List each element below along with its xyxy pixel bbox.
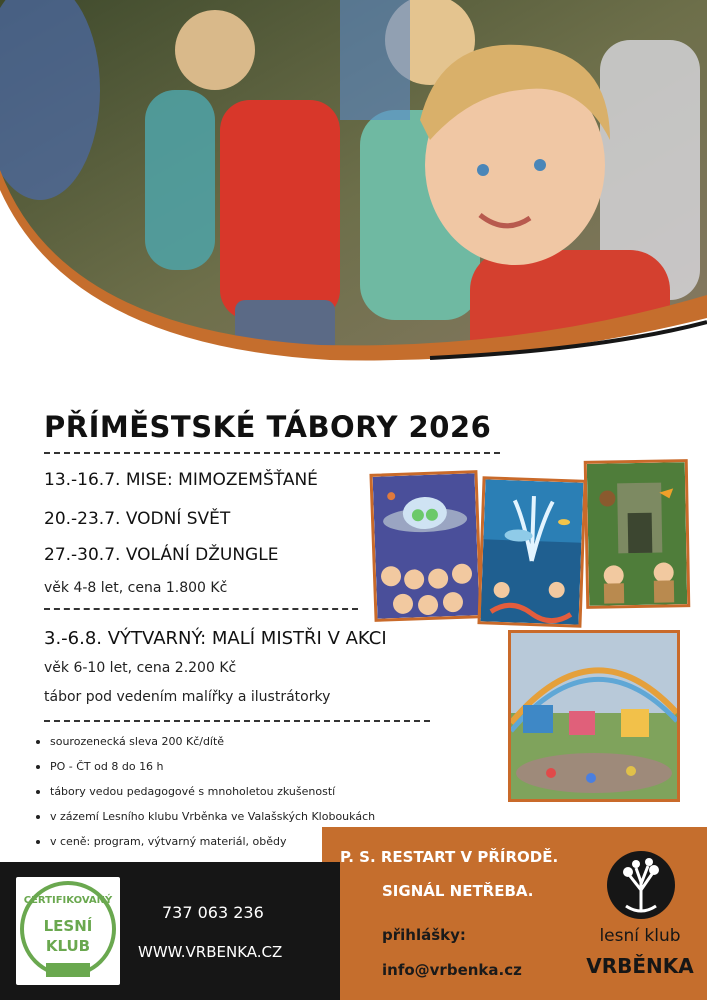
camp-item: 3.-6.8. VÝTVARNÝ: MALÍ MISTŘI V AKCI xyxy=(44,628,387,649)
tree-in-hand-icon xyxy=(606,850,676,920)
badge-text: KLUB xyxy=(45,937,91,955)
list-item: v zázemí Lesního klubu Vrběnka ve Valašských Kloboukách xyxy=(36,809,375,834)
ps-text: SIGNÁL NETŘEBA. xyxy=(382,882,534,900)
camp-item: 27.-30.7. VOLÁNÍ DŽUNGLE xyxy=(44,545,279,565)
camp-item: 13.-16.7. MISE: MIMOZEMŠŤANÉ xyxy=(44,470,318,490)
water-illustration xyxy=(477,476,586,628)
camp-note: tábor pod vedením malířky a ilustrátorky xyxy=(44,689,331,705)
logo-line1: lesní klub xyxy=(599,926,681,946)
ps-text: P. S. RESTART V PŘÍRODĚ. xyxy=(340,848,559,866)
website-link[interactable]: WWW.VRBENKA.CZ xyxy=(138,943,283,961)
camp-info: věk 6-10 let, cena 2.200 Kč xyxy=(44,660,237,676)
hero-photo xyxy=(0,0,707,400)
badge-text: CERTIFIKOVANÝ xyxy=(23,895,113,906)
art-illustration xyxy=(508,630,680,802)
alien-illustration xyxy=(369,470,482,622)
email-link[interactable]: info@vrbenka.cz xyxy=(382,961,522,979)
badge-text: LESNÍ xyxy=(43,917,93,935)
list-item: PO - ČT od 8 do 16 h xyxy=(36,759,375,784)
divider xyxy=(44,608,358,610)
list-item: v ceně: program, výtvarný materiál, obědy xyxy=(36,834,375,859)
certified-club-badge xyxy=(16,877,120,985)
jungle-illustration xyxy=(584,459,691,609)
camp-item: 20.-23.7. VODNÍ SVĚT xyxy=(44,509,231,529)
phone-number[interactable]: 737 063 236 xyxy=(162,903,264,922)
page-title: PŘÍMĚSTSKÉ TÁBORY 2026 xyxy=(44,410,492,444)
divider xyxy=(44,720,430,722)
list-item: tábory vedou pedagogové s mnoholetou zkušeností xyxy=(36,784,375,809)
logo-line2: VRBĚNKA xyxy=(586,954,694,978)
signup-label: přihlášky: xyxy=(382,926,466,944)
club-logo xyxy=(580,850,700,990)
camp-info: věk 4-8 let, cena 1.800 Kč xyxy=(44,580,228,596)
list-item: sourozenecká sleva 200 Kč/dítě xyxy=(36,734,375,759)
divider xyxy=(44,452,500,454)
